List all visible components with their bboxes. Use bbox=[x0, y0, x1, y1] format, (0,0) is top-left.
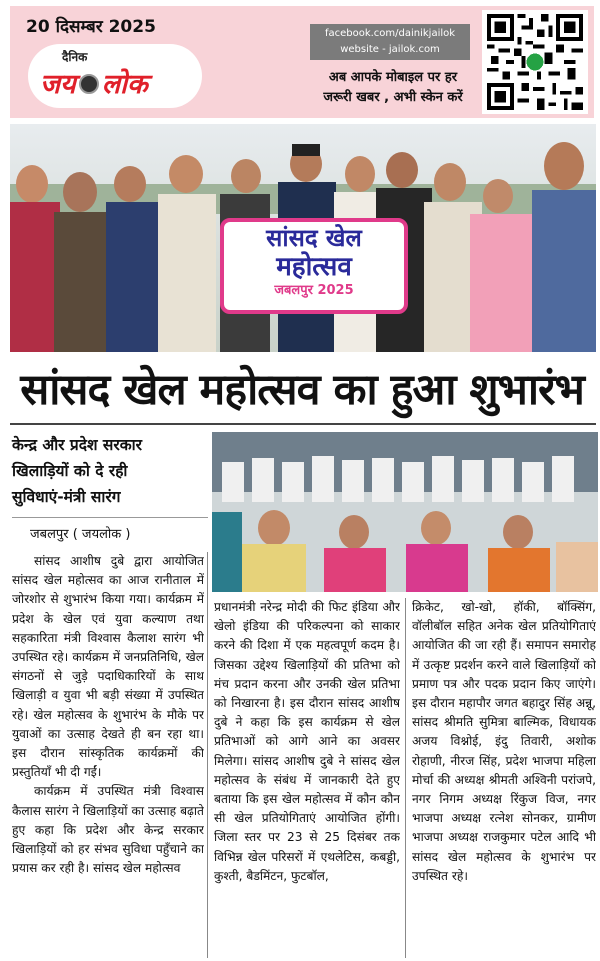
banner-line-2: महोत्सव bbox=[276, 252, 352, 282]
social-links bbox=[310, 24, 470, 60]
article-column-1 bbox=[12, 552, 204, 960]
dateline: जबलपुर ( जयलोक ) bbox=[30, 527, 131, 542]
subhead-rule bbox=[12, 517, 208, 518]
website-link[interactable]: website - jailok.com bbox=[340, 44, 440, 55]
article-paragraph: क्रिकेट, खो-खो, हॉकी, बॉक्सिंग, वॉलीबॉल सहित अनेक खेल प्रतियोगिताएं आयोजित की जा रही हैं। समापन समारोह में उत्कृष्ट प्रदर्शन करने वाले खिलाड़ियों को प्रमाण पत्र और पदक प्रदान किए जाएंगे।इस दौरान महापौर जगत बहादुर सिंह अन्नू, सांसद श्रीमति सुमित्रा बाल्मिक, विधायक अजय विश्नोई, इंदु तिवारी, अशोक रोहाणी, नीरज सिंह, प्रदेश भाजपा महिला मोर्चा की अध्यक्ष श्रीमती अश्विनी परांजपे, नगर निगम अध्यक्ष रिंकुज विज, नगर भाजपा अध्यक्ष रत्नेश सोनकर, ग्रामीण भाजपा अध्यक्ष राजकुमार पटेल आदि भी सांसद खेल महोत्सव के शुभारंभ पर उपस्थित रहे। bbox=[412, 600, 596, 883]
main-photo bbox=[10, 124, 596, 352]
slogan-line-1: अब आपके मोबाइल पर हर bbox=[328, 70, 458, 85]
banner-text bbox=[222, 224, 406, 300]
logo-word-left: जय bbox=[40, 69, 76, 100]
newspaper-logo bbox=[28, 44, 202, 108]
subhead-line-2: खिलाड़ियों को दे रही bbox=[12, 462, 128, 480]
slogan-line-2: जरूरी खबर , अभी स्केन करें bbox=[323, 90, 463, 105]
logo-title bbox=[40, 64, 148, 101]
headline: सांसद खेल महोत्सव का हुआ शुभारंभ bbox=[20, 365, 584, 415]
facebook-link[interactable]: facebook.com/dainikjailok bbox=[324, 28, 456, 39]
article-column-2 bbox=[214, 598, 400, 960]
crowd-photo bbox=[212, 432, 598, 592]
qr-code-icon[interactable] bbox=[482, 10, 588, 114]
scan-slogan bbox=[302, 68, 484, 108]
issue-date: 20 दिसम्बर 2025 bbox=[26, 17, 156, 37]
logo-subtitle: दैनिक bbox=[62, 50, 88, 64]
subhead-line-3: सुविधाएं-मंत्री सारंग bbox=[12, 488, 121, 506]
article-paragraph: कार्यक्रम में उपस्थित मंत्री विश्वास कैलास सारंग ने खिलाड़ियों का उत्साह बढ़ाते हुए कहा कि प्रदेश और केन्द्र सरकार खिलाड़ियों को हर संभव सुविधा पहुँचाने का प्रयास कर रही है। सांसद खेल महोत्सव bbox=[12, 784, 204, 876]
article-paragraph: प्रधानमंत्री नरेन्द्र मोदी की फिट इंडिया और खेलो इंडिया की परिकल्पना को साकार करने की दिशा में एक महत्वपूर्ण कदम है। जिसका उद्देश्य खिलाड़ियों की प्रतिभा को मंच प्रदान करना और उनकी खेल प्रतिभा को निखारना है। इस दौरान सांसद आशीष दुबे ने कहा कि इस कार्यक्रम से खेल प्रतिभाओं को आगे आने का अवसर मिलेगा। सांसद आशीष दुबे ने सांसद खेल महोत्सव के संबंध में जानकारी देते हुए बताया कि इस खेल महोत्सव में कौन कौन सी खेल प्रतियोगिताएं आयोजित होंगी। जिला स्तर पर 23 से 25 दिसंबर तक विभिन्न खेल परिसरों में एथलेटिस, कबड्डी, कुश्ती, बैडमिंटन, फुटबॉल, bbox=[214, 600, 400, 883]
banner-line-1: सांसद खेल bbox=[266, 224, 362, 252]
column-divider bbox=[405, 598, 406, 958]
subheadline bbox=[12, 432, 208, 510]
masthead bbox=[10, 6, 594, 118]
logo-word-right: लोक bbox=[101, 69, 148, 100]
subhead-line-1: केन्द्र और प्रदेश सरकार bbox=[12, 436, 142, 454]
column-divider bbox=[207, 552, 208, 958]
ball-icon bbox=[79, 74, 99, 94]
headline-rule bbox=[10, 423, 596, 425]
article-paragraph: सांसद आशीष दुबे द्वारा आयोजित सांसद खेल महोत्सव का आज रानीताल में जोरशोर से शुभारंभ किया गया। कार्यक्रम में प्रदेश के खेल एवं युवा कल्याण तथा सहकारिता मंत्री विश्वास कैलाश सारंग भी उपस्थित रहे। कार्यक्रम में जनप्रतिनिधि, खेल संगठनों से जुड़े पदाधिकारियों के साथ खिलाड़ी व युवा भी बड़ी संख्या में उपस्थित रहे। खेल महोत्सव के शुभारंभ के मौके पर युवाओं का उत्साह देखते ही बन रहा था। इस दौरान सांस्कृतिक कार्यक्रमों की प्रस्तुतियाँ भी दी गईं। bbox=[12, 554, 204, 780]
banner-line-3: जबलपुर 2025 bbox=[274, 283, 354, 298]
article-column-3 bbox=[412, 598, 596, 960]
